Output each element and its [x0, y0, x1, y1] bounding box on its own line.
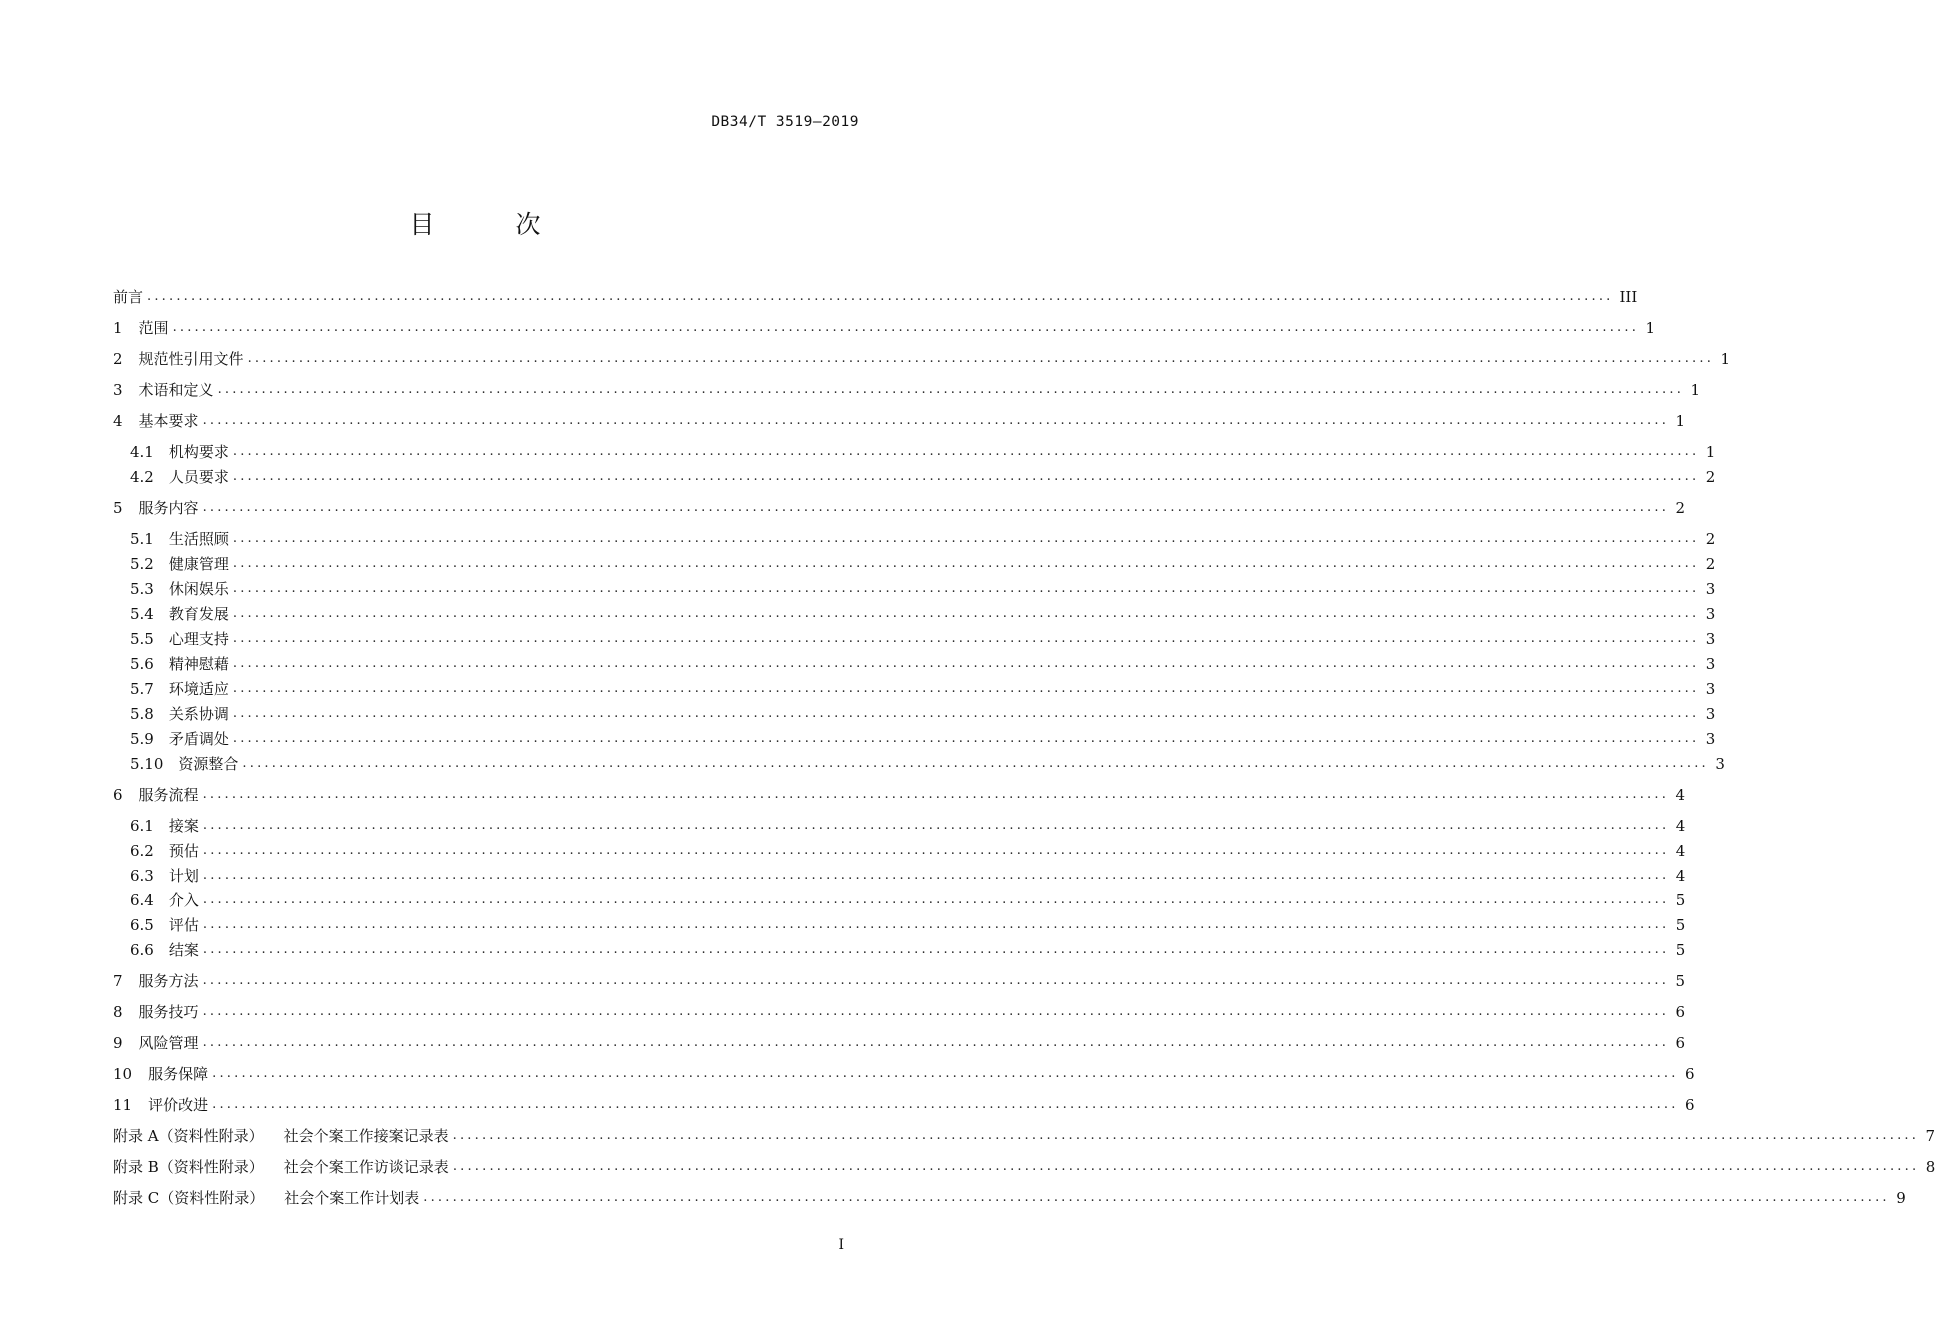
toc-entry-label: 服务内容 — [138, 499, 199, 517]
toc-leader-dots: ........................................................................................................................................................................................................ — [232, 469, 1700, 484]
toc-leader-dots: ........................................................................................................................................................................................................ — [242, 756, 1709, 771]
toc-entry-page: 5 — [1675, 916, 1686, 934]
toc-entry-number: 8 — [113, 1003, 123, 1021]
toc-leader-dots: ........................................................................................................................................................................................................ — [232, 606, 1700, 621]
toc-entry-label: 关系协调 — [168, 705, 229, 723]
toc-leader-dots: ........................................................................................................................................................................................................ — [232, 656, 1700, 671]
toc-leader-dots: ........................................................................................................................................................................................................ — [202, 917, 1670, 932]
toc-entry-number: 6.1 — [130, 817, 154, 835]
toc-entry[interactable] — [130, 938, 1686, 962]
toc-entry-number: 2 — [113, 350, 123, 368]
toc-entry-page: 1 — [1645, 319, 1656, 337]
toc-entry-page: 8 — [1925, 1158, 1935, 1176]
toc-entry-label: 生活照顾 — [168, 530, 229, 548]
toc-entry-number: 3 — [113, 381, 123, 399]
toc-entry-label: 心理支持 — [168, 630, 229, 648]
toc-entry-label: 范围 — [138, 319, 169, 337]
toc-entry-number: 6.4 — [130, 891, 154, 909]
toc-entry[interactable] — [113, 1186, 1906, 1210]
toc-entry-number: 4.2 — [130, 468, 154, 486]
toc-entry-number: 4 — [113, 412, 123, 430]
toc-entry-label: 评价改进 — [148, 1096, 209, 1114]
toc-entry-number: 7 — [113, 972, 123, 990]
toc-entry[interactable] — [113, 409, 1686, 433]
toc-entry-page: 6 — [1675, 1003, 1686, 1021]
toc-entry-page: 3 — [1705, 730, 1716, 748]
toc-entry-label: 基本要求 — [138, 412, 199, 430]
toc-entry-label: 服务流程 — [138, 786, 199, 804]
toc-entry-number: 6.3 — [130, 867, 154, 885]
toc-entry-label: 前言 — [113, 288, 144, 306]
toc-entry[interactable] — [113, 496, 1686, 520]
toc-leader-dots: ........................................................................................................................................................................................................ — [202, 413, 1670, 428]
toc-entry[interactable] — [113, 1093, 1695, 1117]
toc-entry-number: 5.8 — [130, 705, 154, 723]
toc-leader-dots: ........................................................................................................................................................................................................ — [232, 444, 1700, 459]
toc-leader-dots: ........................................................................................................................................................................................................ — [232, 631, 1700, 646]
toc-entry-page: 3 — [1705, 705, 1716, 723]
toc-entry-page: 4 — [1675, 817, 1686, 835]
toc-entry-number: 附录 C（资料性附录） — [113, 1189, 265, 1207]
toc-entry-page: 1 — [1705, 443, 1716, 461]
toc-entry-label: 接案 — [168, 817, 199, 835]
toc-entry-page: 3 — [1705, 630, 1716, 648]
toc-entry-label: 评估 — [168, 916, 199, 934]
toc-entry-number: 1 — [113, 319, 123, 337]
toc-entry-label: 服务方法 — [138, 972, 199, 990]
toc-leader-dots: ........................................................................................................................................................................................................ — [202, 787, 1670, 802]
toc-entry[interactable] — [130, 913, 1686, 937]
toc-entry-label: 结案 — [168, 941, 199, 959]
toc-entry-page: 3 — [1705, 605, 1716, 623]
toc-entry[interactable] — [130, 727, 1716, 751]
toc-entry-page: 7 — [1925, 1127, 1935, 1145]
toc-entry-number: 5.7 — [130, 680, 154, 698]
toc-leader-dots: ........................................................................................................................................................................................................ — [202, 942, 1670, 957]
toc-entry-label: 风险管理 — [138, 1034, 199, 1052]
toc-entry-page: 1 — [1720, 350, 1731, 368]
toc-leader-dots: ........................................................................................................................................................................................................ — [217, 382, 1685, 397]
toc-entry-label: 资源整合 — [178, 755, 239, 773]
toc-entry-label: 环境适应 — [168, 680, 229, 698]
toc-leader-dots: ........................................................................................................................................................................................................ — [232, 556, 1700, 571]
toc-entry-page: 5 — [1675, 972, 1686, 990]
toc-entry-number: 9 — [113, 1034, 123, 1052]
toc-entry[interactable] — [113, 285, 1638, 309]
toc-entry-page: 1 — [1675, 412, 1686, 430]
toc-entry[interactable] — [113, 347, 1731, 371]
toc-entry-page: 3 — [1705, 680, 1716, 698]
toc-entry-label: 精神慰藉 — [168, 655, 229, 673]
toc-entry-number: 6.6 — [130, 941, 154, 959]
toc-leader-dots: ........................................................................................................................................................................................................ — [232, 681, 1700, 696]
toc-entry-page: 3 — [1705, 655, 1716, 673]
toc-entry-label: 休闲娱乐 — [168, 580, 229, 598]
toc-leader-dots: ........................................................................................................................................................................................................ — [147, 289, 1614, 304]
toc-entry-label: 服务技巧 — [138, 1003, 199, 1021]
toc-entry-label: 社会个案工作访谈记录表 — [283, 1158, 449, 1176]
toc-entry-number: 10 — [113, 1065, 133, 1083]
toc-leader-dots: ........................................................................................................................................................................................................ — [202, 973, 1670, 988]
page-title: 目 次 — [409, 210, 569, 239]
toc-leader-dots: ........................................................................................................................................................................................................ — [202, 818, 1670, 833]
toc-entry[interactable] — [130, 752, 1725, 776]
toc-entry[interactable] — [130, 577, 1716, 601]
toc-entry[interactable] — [113, 1155, 1935, 1179]
toc-leader-dots: ........................................................................................................................................................................................................ — [202, 1004, 1670, 1019]
toc-entry[interactable] — [113, 1000, 1686, 1024]
toc-entry-page: 2 — [1705, 530, 1716, 548]
toc-entry[interactable] — [130, 702, 1716, 726]
toc-entry-page: 6 — [1685, 1065, 1695, 1083]
toc-entry-number: 11 — [113, 1096, 133, 1114]
toc-entry-label: 介入 — [168, 891, 199, 909]
toc-leader-dots: ........................................................................................................................................................................................................ — [202, 868, 1670, 883]
toc-leader-dots: ........................................................................................................................................................................................................ — [232, 706, 1700, 721]
toc-entry[interactable] — [130, 888, 1686, 912]
toc-entry[interactable] — [130, 552, 1716, 576]
toc-entry-page: 4 — [1675, 842, 1686, 860]
toc-entry[interactable] — [113, 783, 1686, 807]
toc-entry-page: 2 — [1675, 499, 1686, 517]
toc-entry[interactable] — [130, 627, 1716, 651]
toc-entry-number: 5.5 — [130, 630, 154, 648]
toc-entry-label: 术语和定义 — [138, 381, 214, 399]
toc-entry-number: 附录 A（资料性附录） — [113, 1127, 264, 1145]
toc-entry[interactable] — [130, 864, 1686, 888]
toc-entry-number: 附录 B（资料性附录） — [113, 1158, 264, 1176]
toc-entry-page: III — [1619, 288, 1638, 306]
toc-entry-number: 5 — [113, 499, 123, 517]
toc-entry-page: 2 — [1705, 555, 1716, 573]
toc-leader-dots: ........................................................................................................................................................................................................ — [232, 581, 1700, 596]
toc-entry[interactable] — [130, 652, 1716, 676]
toc-entry-page: 9 — [1896, 1189, 1906, 1207]
toc-entry[interactable] — [130, 465, 1716, 489]
toc-leader-dots: ........................................................................................................................................................................................................ — [423, 1190, 1890, 1205]
toc-entry[interactable] — [130, 677, 1716, 701]
page-number: I — [838, 1237, 844, 1253]
toc-leader-dots: ........................................................................................................................................................................................................ — [202, 500, 1670, 515]
toc-entry[interactable] — [113, 1031, 1686, 1055]
toc-entry-label: 计划 — [168, 867, 199, 885]
toc-entry[interactable] — [130, 527, 1716, 551]
toc-entry-number: 6.2 — [130, 842, 154, 860]
toc-entry-page: 5 — [1675, 891, 1686, 909]
toc-entry-number: 5.2 — [130, 555, 154, 573]
toc-entry-page: 1 — [1690, 381, 1701, 399]
toc-leader-dots: ........................................................................................................................................................................................................ — [452, 1128, 1920, 1143]
toc-leader-dots: ........................................................................................................................................................................................................ — [202, 892, 1670, 907]
toc-entry[interactable] — [113, 378, 1701, 402]
toc-entry-label: 社会个案工作接案记录表 — [283, 1127, 449, 1145]
toc-entry-label: 教育发展 — [168, 605, 229, 623]
toc-leader-dots: ........................................................................................................................................................................................................ — [172, 320, 1640, 335]
toc-entry-page: 3 — [1715, 755, 1725, 773]
toc-entry-number: 6 — [113, 786, 123, 804]
toc-entry-label: 人员要求 — [168, 468, 229, 486]
toc-entry-number: 6.5 — [130, 916, 154, 934]
toc-entry-label: 健康管理 — [168, 555, 229, 573]
toc-entry-number: 5.1 — [130, 530, 154, 548]
toc-entry-page: 4 — [1675, 867, 1686, 885]
toc-entry[interactable] — [113, 1062, 1695, 1086]
toc-entry-label: 规范性引用文件 — [138, 350, 244, 368]
toc-entry-page: 4 — [1675, 786, 1686, 804]
toc-leader-dots: ........................................................................................................................................................................................................ — [202, 843, 1670, 858]
toc-entry[interactable] — [130, 839, 1686, 863]
toc-entry-page: 3 — [1705, 580, 1716, 598]
toc-entry-label: 社会个案工作计划表 — [284, 1189, 420, 1207]
toc-leader-dots: ........................................................................................................................................................................................................ — [212, 1097, 1679, 1112]
toc-entry-number: 5.4 — [130, 605, 154, 623]
toc-entry-number: 5.10 — [130, 755, 164, 773]
toc-entry[interactable] — [113, 316, 1656, 340]
toc-entry-label: 矛盾调处 — [168, 730, 229, 748]
toc-leader-dots: ........................................................................................................................................................................................................ — [212, 1066, 1679, 1081]
toc-entry[interactable] — [113, 969, 1686, 993]
document-id: DB34/T 3519—2019 — [711, 114, 859, 130]
toc-leader-dots: ........................................................................................................................................................................................................ — [202, 1035, 1670, 1050]
toc-entry-page: 6 — [1685, 1096, 1695, 1114]
toc-entry[interactable] — [130, 814, 1686, 838]
toc-entry[interactable] — [130, 602, 1716, 626]
toc-entry-label: 服务保障 — [148, 1065, 209, 1083]
toc-entry-number: 5.3 — [130, 580, 154, 598]
toc-entry-page: 5 — [1675, 941, 1686, 959]
toc-leader-dots: ........................................................................................................................................................................................................ — [247, 351, 1715, 366]
toc-entry-number: 5.6 — [130, 655, 154, 673]
toc-entry-label: 预估 — [168, 842, 199, 860]
toc-entry[interactable] — [113, 1124, 1935, 1148]
toc-leader-dots: ........................................................................................................................................................................................................ — [232, 731, 1700, 746]
toc-leader-dots: ........................................................................................................................................................................................................ — [452, 1159, 1920, 1174]
toc-entry-number: 5.9 — [130, 730, 154, 748]
toc-entry-page: 6 — [1675, 1034, 1686, 1052]
toc-entry[interactable] — [130, 440, 1716, 464]
toc-entry-page: 2 — [1705, 468, 1716, 486]
toc-entry-label: 机构要求 — [168, 443, 229, 461]
toc-entry-number: 4.1 — [130, 443, 154, 461]
toc-leader-dots: ........................................................................................................................................................................................................ — [232, 531, 1700, 546]
